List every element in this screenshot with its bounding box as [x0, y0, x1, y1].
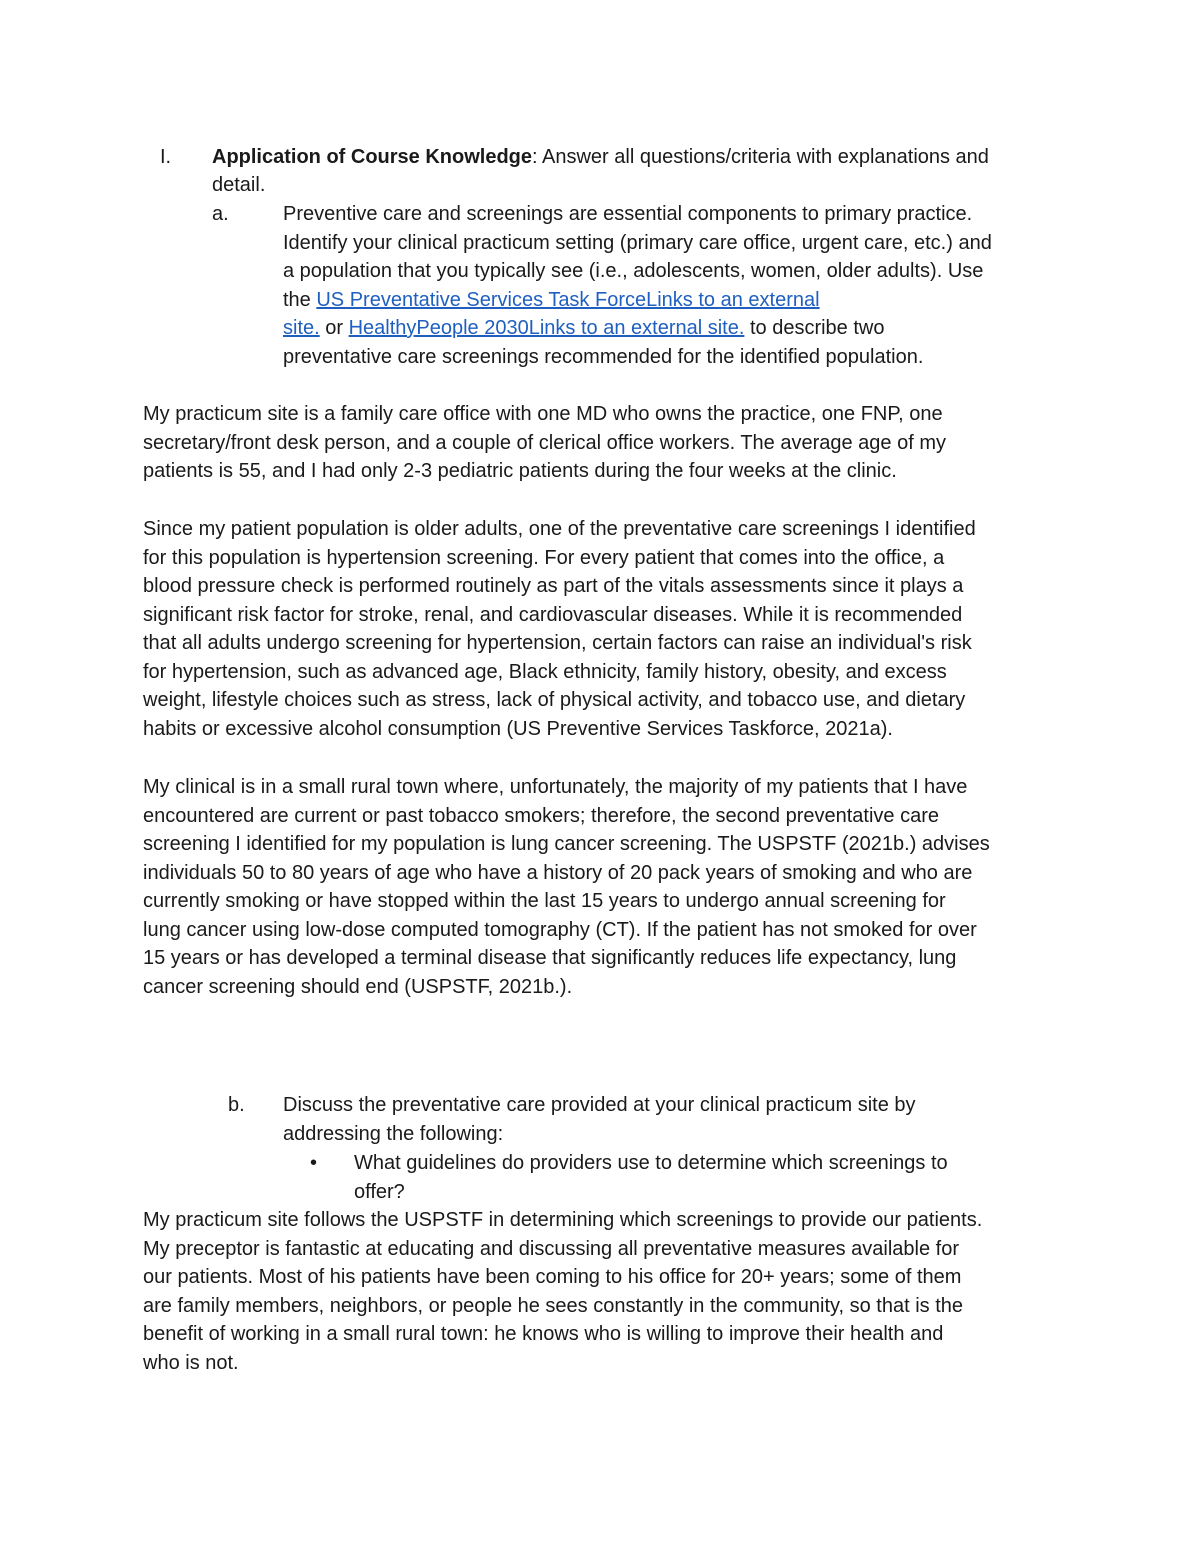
paragraph-line: habits or excessive alcohol consumption (US Preventive Services Taskforce, 2021a). [143, 717, 893, 740]
section-title: Application of Course Knowledge [212, 146, 533, 168]
item-a-line: Preventive care and screenings are essential components to primary practice. [283, 203, 973, 225]
uspstf-link[interactable]: US Preventative Services Task ForceLinks to an external [316, 288, 820, 311]
bullet-line: offer? [354, 1180, 405, 1203]
paragraph-line: blood pressure check is performed routinely as part of the vitals assessments since it plays a [143, 575, 964, 597]
paragraph-line: our patients. Most of his patients have been coming to his office for 20+ years; some of them [143, 1266, 962, 1288]
item-b-text [283, 1091, 916, 1148]
paragraph-line: weight, lifestyle choices such as stress, lack of physical activity, and tobacco use, and dietary [143, 689, 966, 711]
item-b-line: Discuss the preventative care provided at your clinical practicum site by [283, 1094, 916, 1116]
paragraph-line: Since my patient population is older adults, one of the preventative care screenings I identified [143, 518, 976, 540]
paragraph-line: My practicum site follows the USPSTF in determining which screenings to provide our patients. [143, 1209, 983, 1231]
item-b-marker: b. [228, 1094, 245, 1116]
paragraph-line: My clinical is in a small rural town where, unfortunately, the majority of my patients that I have [143, 776, 968, 798]
bullet-line: What guidelines do providers use to determine which screenings to [354, 1152, 948, 1174]
link-suffix: to describe two [744, 317, 885, 339]
paragraph-line: patients is 55, and I had only 2-3 pediatric patients during the four weeks at the clinic. [143, 460, 897, 482]
section-instruction-cont: detail. [212, 174, 266, 196]
healthypeople-link[interactable]: HealthyPeople 2030Links to an external site. [348, 317, 745, 339]
section-instruction: : Answer all questions/criteria with explanations and [532, 146, 989, 168]
paragraph-line: encountered are current or past tobacco smokers; therefore, the second preventative care [143, 804, 939, 827]
paragraph-hypertension [143, 515, 976, 743]
paragraph-line: for hypertension, such as advanced age, Black ethnicity, family history, obesity, and excess [143, 660, 947, 683]
item-a-line: preventative care screenings recommended for the identified population. [283, 345, 924, 368]
section-number: I. [160, 146, 172, 168]
bullet-icon: • [310, 1152, 318, 1174]
paragraph-line: currently smoking or have stopped within the last 15 years to undergo annual screening for [143, 890, 946, 912]
link-prefix: the [283, 288, 317, 311]
paragraph-line: cancer screening should end (USPSTF, 2021b.). [143, 975, 573, 998]
paragraph-line: are family members, neighbors, or people he sees constantly in the community, so that is the [143, 1294, 964, 1317]
paragraph-lung-cancer [143, 773, 990, 1001]
paragraph-guidelines [143, 1206, 982, 1377]
item-a-line: Identify your clinical practicum setting (primary care office, urgent care, etc.) and [283, 231, 992, 254]
paragraph-line: lung cancer using low-dose computed tomography (CT). If the patient has not smoked for over [143, 918, 977, 941]
item-b-line: addressing the following: [283, 1122, 504, 1145]
paragraph-line: that all adults undergo screening for hypertension, certain factors can raise an individual's risk [143, 632, 972, 654]
paragraph-line: My preceptor is fantastic at educating and discussing all preventative measures available for [143, 1237, 959, 1260]
paragraph-line: My practicum site is a family care office with one MD who owns the practice, one FNP, one [143, 403, 943, 425]
uspstf-link-cont[interactable]: site. [283, 317, 320, 339]
paragraph-line: for this population is hypertension screening. For every patient that comes into the office, a [143, 546, 945, 569]
item-a-line [283, 286, 992, 315]
item-a-line [283, 314, 992, 343]
paragraph-line: 15 years or has developed a terminal disease that significantly reduces life expectancy, lung [143, 947, 957, 969]
paragraph-line: significant risk factor for stroke, renal, and cardiovascular diseases. While it is recommended [143, 603, 963, 626]
paragraph-line: secretary/front desk person, and a couple of clerical office workers. The average age of my [143, 431, 947, 454]
item-a-marker: a. [212, 203, 229, 225]
section-heading-line [212, 143, 989, 172]
paragraph-site [143, 400, 946, 486]
paragraph-line: individuals 50 to 80 years of age who have a history of 20 pack years of smoking and who are [143, 861, 973, 884]
bullet-question [354, 1149, 948, 1206]
item-a-line: a population that you typically see (i.e., adolescents, women, older adults). Use [283, 260, 984, 282]
paragraph-line: benefit of working in a small rural town: he knows who is willing to improve their health and [143, 1323, 944, 1345]
link-separator: or [319, 317, 349, 339]
item-a-text [283, 200, 992, 371]
paragraph-line: who is not. [143, 1351, 239, 1374]
paragraph-line: screening I identified for my population is lung cancer screening. The USPSTF (2021b.) advises [143, 833, 990, 855]
